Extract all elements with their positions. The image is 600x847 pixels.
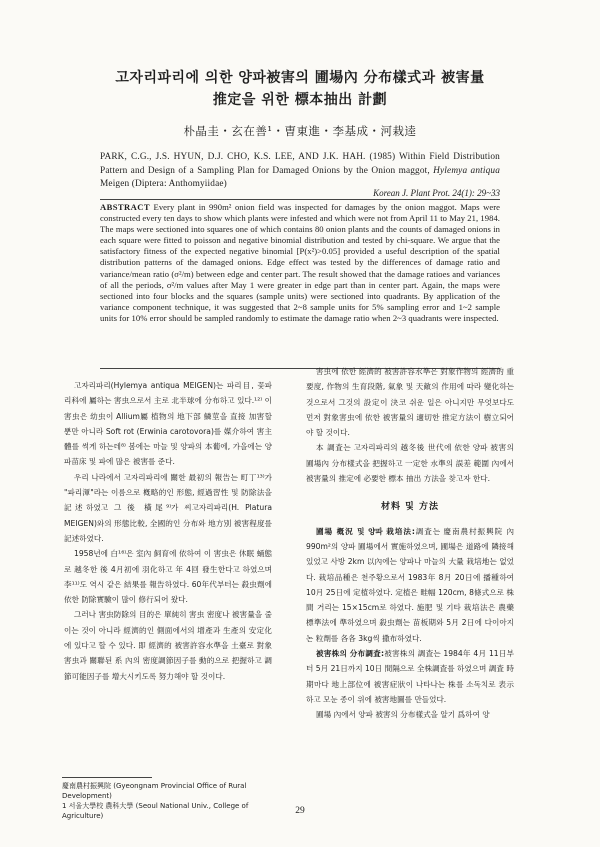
intro-paragraph-4: 그러나 害虫防除의 目的은 單純히 害虫 密度나 被害量을 줄이는 것이 아니라 經濟的인 側面에서의 增產과 生產의 安定化에 있다고 할 수 있다. 即 經濟的 被害許容水準을 土臺로 對象害虫과 關聯된 系 內의 密度調節因子를 動的으로 把握하고 調節可能因子를 增大시키도록 努力해야 할 것이다. xyxy=(64,610,272,681)
abstract-top-rule xyxy=(100,199,500,200)
intro-paragraph-2: 우리 나라에서 고자리파리에 關한 最初의 報告는 町丁¹³⁾가 "파리渾"라는 이름으로 槪略的인 形態, 經過習性 및 防除法을 記述하였고 그 後 橫尾⁹⁾가 씨고자리파리(H. Platura MEIGEN)와의 形態比較, 全國的인 分布와 地方別 被害程度를 記述하였다. xyxy=(64,472,272,543)
footnote-affiliation-1: 慶南農村振興院 (Gyeongnam Provincial Office of Rural Development) xyxy=(62,782,247,800)
abstract-text: Every plant in 990m² onion field was inspected for damages by the onion maggot. Maps were constructed every ten days to show which plants were infested and which were not from April 11 to May 21, 1984. The maps were sectioned into squares one of which contains 80 onion plants and the counts of damaged onions in each square were fitted to poisson and negative binomial distribution and tested by chi-square. We argue that the satisfactory fitness of the expected negative binomial [P(x²)>0.05] provided a useful description of the spatial distribution patterns of the damaged onions. Edge effect was tested by the differences of damage ratio and variance/mean ratio (σ²/m) between edge and center part. The result showed that the damage ratioes and variances of all the periods, σ²/m values after May 1 were greater in edge part than in center part. Again, the maps were sectioned into four blocks and the squares (sample units) were sectioned into quadrants. By application of the variance component technique, it was suggested that 2~8 sample units for 5% sampling error and 1~2 sample units for 10% error should be sampled randomly to estimate the damage ratio when 2~3 quadrants were inspected. xyxy=(100,202,501,323)
footnote-rule xyxy=(62,777,152,778)
intro-paragraph-6: 本 調査는 고자리파리의 越冬後 世代에 依한 양파 被害의 圃場內 分布樣式을 把握하고 一定한 水準의 誤差 範圍 內에서 被害量의 推定에 必要한 標本 抽出 方法을 찾고자 한다. xyxy=(306,443,514,484)
page-number: 29 xyxy=(295,806,305,816)
right-column xyxy=(306,364,514,723)
citation-species: Hylemya antiqua xyxy=(433,165,501,176)
citation-authors: PARK, C.G., J.S. HYUN, D.J. CHO, K.S. LEE, AND J.K. HAH. (1985) xyxy=(100,152,396,162)
methods-paragraph-1: 調査는 慶南農村振興院 內 990m²의 양파 圃場에서 實施하였으며, 圃場은 道路에 隣接해 있었고 사방 2km 以內에는 양파나 마늘의 大量 栽培地는 없었다. 栽培品種은 천주황으로서 1983年 8月 20日에 播種하여 10月 25日에 定植하였다. 定植은 畦幅 120cm, 8條式으로 株間 거리는 15×15cm로 하였다. 施肥 및 기타 栽培法은 農藥 標準法에 準하였으며 殺虫劑는 苗板期와 5月 2日에 다이아지논 粒劑를 各各 3kg씩 撒布하였다. xyxy=(306,526,514,643)
abstract-block xyxy=(100,202,500,324)
abstract-label: ABSTRACT xyxy=(100,202,150,212)
intro-paragraph-5: 害虫에 依한 經濟的 被害許容水準은 對象作物의 經濟的 重要度, 作物의 生育段階, 氣象 및 天敵의 作用에 따라 變化하는 것으로서 그것의 設定이 決코 쉬운 일은 아니지만 무엇보다도 먼저 對象害虫에 依한 被害量의 適切한 推定方法이 樹立되어야 할 것이다. xyxy=(306,367,514,438)
methods-paragraph-2: 被害株의 調査는 1984年 4月 11日부터 5月 21日까지 10日 間隔으로 全株調査를 하였으며 調査 時期마다 地上部位에 被害症狀이 나타나는 株를 소독치로 表示하고 모눈 종이 위에 被害地圖를 만들었다. xyxy=(306,649,515,704)
paper-title-line-1: 고자리파리에 의한 양파被害의 圃場內 分布樣式과 被害量 xyxy=(115,70,485,86)
section-heading-methods: 材料 및 方法 xyxy=(381,502,439,513)
subheading-distribution-survey: 被害株의 分布調査: xyxy=(316,649,385,659)
left-column xyxy=(64,378,272,684)
paper-title-line-2: 推定을 위한 標本抽出 計劃 xyxy=(212,92,388,108)
english-citation xyxy=(100,151,500,192)
citation-title: Within Field Distribution Pattern and Design of a Sampling Plan for Damaged Onions by the Onion maggot, xyxy=(100,152,500,176)
citation-title-end: Meigen (Diptera: Anthomyiidae) xyxy=(100,179,227,189)
intro-paragraph-1: 고자리파리(Hylemya antiqua MEIGEN)는 파리目, 꽃파리科에 屬하는 害虫으로서 主로 北半球에 分布하고 있다.¹²⁾ 이 害虫은 幼虫이 Allium屬 植物의 地下部 鱗莖을 直接 加害할 뿐만 아니라 Soft rot (Erwinia carotovora)를 媒介하여 害主體를 썩게 하는데⁸⁾ 봄에는 마늘 및 양파의 本葡에, 가을에는 양파苗床 및 파에 많은 被害를 준다. xyxy=(64,381,272,467)
journal-reference: Korean J. Plant Prot. 24(1): 29~33 xyxy=(373,188,500,198)
author-list: 朴晶圭・玄在善¹・曺東進・李基成・河栽逵 xyxy=(183,124,417,138)
subheading-field-cultivation: 圃場 槪況 및 양파 栽培法: xyxy=(316,526,415,536)
methods-paragraph-3: 圃場 內에서 양파 被害의 分布樣式을 알기 爲하여 양 xyxy=(316,710,490,720)
footnote-affiliation-2: 1 서울大學校 農科大學 (Seoul National Univ., College of Agriculture) xyxy=(62,802,249,820)
intro-paragraph-3: 1958년에 白¹⁶⁾은 室內 飼育에 依하여 이 害虫은 休眠 蛹態로 越冬한 後 4月初에 羽化하고 年 4回 發生한다고 하였으며 李¹¹⁾도 역시 같은 結果를 報告하였다. 60年代부터는 殺虫劑에 依한 防除實驗이 많이 修行되어 왔다. xyxy=(64,549,272,605)
